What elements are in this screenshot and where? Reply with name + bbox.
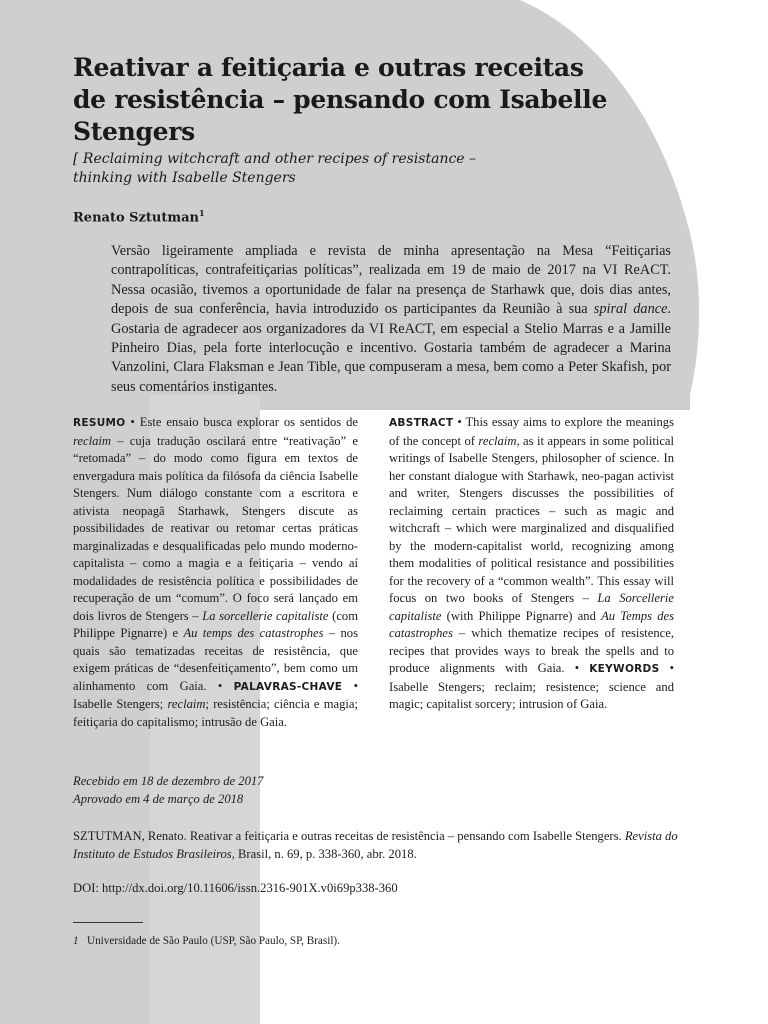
- keywords-text: ; resistência; ciência e magia; feitiçaria do capitalismo; intrusão de Gaia.: [73, 697, 358, 729]
- note-italic-term: spiral dance: [593, 301, 668, 318]
- abstract-book-title: La Sorcellerie capitaliste: [389, 591, 674, 623]
- author-footnote-marker: 1: [199, 208, 205, 218]
- abstract-block: [389, 414, 674, 714]
- footnote-text: Universidade de São Paulo (USP, São Paulo, SP, Brasil).: [87, 935, 340, 947]
- acknowledgement-note: [111, 242, 671, 397]
- resumo-term: reclaim: [73, 433, 112, 448]
- abstract-text: , as it appears in some political writings of Isabelle Stengers, philosopher of science. In her constant dialogue with Starhawk, neo-pagan activist and writer, Stengers discusses the possibilities of reclaiming certain practices – such as magic and witchcraft – which were marginalized and disqualified by the modern-capitalist world, recognizing among them modalities of political resistance and possibilities for the recovery of a “common wealth”. This essay will focus on two books of Stengers –: [389, 433, 675, 605]
- abstract-book-title: Au Temps des catastrophes: [389, 608, 674, 640]
- doi-link[interactable]: DOI: http://dx.doi.org/10.11606/issn.2316-901X.v0i69p338-360: [73, 881, 398, 895]
- resumo-book-title: La sorcellerie capitaliste: [202, 608, 329, 623]
- palavras-chave-label: PALAVRAS-CHAVE: [233, 680, 343, 693]
- abstract-text: (with Philippe Pignarre) and: [441, 608, 602, 623]
- resumo-block: [73, 414, 358, 731]
- footnote-divider: [73, 922, 143, 923]
- resumo-label: RESUMO: [73, 417, 126, 429]
- resumo-text: Este ensaio busca explorar os sentidos de: [139, 415, 358, 429]
- abstract-text: – which thematize recipes of resistence, recipes that provides ways to break the spells and to produce alignments with Gaia.: [389, 626, 674, 675]
- article-title: Reativar a feitiçaria e outras receitas de resistência – pensando com Isabelle Stengers: [73, 53, 608, 146]
- resumo-text: – cuja tradução oscilará entre “reativação” e “retomada” – do modo como figura em textos de envergadura mais política da filósofa da ciência Isabelle Stengers. Num diálogo constante com a escritora e ativista neopagã Starhawk, Stengers discute as possibilidades de reativar ou retomar certas práticas marginalizadas e desqualificadas pelo mundo moderno-capitalista – como a magia e a feitiçaria – vendo aí modalidades de resistência política e possibilidades de recuperação de um “comum”. O foco será lançado em dois livros de Stengers –: [73, 433, 358, 623]
- citation-text: , Brasil, n. 69, p. 338-360, abr. 2018.: [231, 846, 417, 861]
- separator: •: [659, 661, 674, 675]
- author-line: [73, 208, 205, 225]
- separator: •: [206, 678, 234, 693]
- citation: [73, 828, 678, 863]
- separator: •: [342, 678, 358, 693]
- abstract-term: reclaim: [478, 433, 517, 448]
- separator: •: [453, 415, 466, 429]
- footnote-number: 1: [73, 935, 79, 947]
- received-date: Recebido em 18 de dezembro de 2017: [73, 774, 264, 788]
- note-text: Versão ligeiramente ampliada e revista de minha apresentação na Mesa “Feitiçarias contrapolíticas, contrafeitiçarias políticas”, realizada em 19 de maio de 2017 na VI ReACT. Nessa ocasião, tivemos a oportunidade de falar na presença de Starhawk que, dois dias antes, depois de sua conferência, havia introduzido os participantes da Reunião à sua: [111, 243, 671, 318]
- citation-text: SZTUTMAN, Renato. Reativar a feitiçaria e outras receitas de resistência – pensando com Isabelle Stengers.: [73, 829, 625, 843]
- author-name: Renato Sztutman: [73, 210, 200, 226]
- resumo-book-title: Au temps des catastrophes: [183, 626, 324, 640]
- separator: •: [564, 661, 590, 675]
- abstract-label: ABSTRACT: [389, 417, 454, 429]
- keywords-text: Isabelle Stengers;: [73, 697, 168, 711]
- keywords-term: reclaim: [167, 697, 206, 711]
- article-subtitle-english: [ Reclaiming witchcraft and other recipes of resistance – thinking with Isabelle Stengers: [73, 151, 477, 186]
- submission-dates: [73, 772, 263, 808]
- citation-journal: Revista do Instituto de Estudos Brasileiros: [73, 829, 678, 861]
- separator: •: [125, 415, 140, 429]
- keywords-label: KEYWORDS: [589, 663, 660, 675]
- approved-date: Aprovado em 4 de março de 2018: [73, 792, 244, 806]
- resumo-text: – nos quais são tematizadas receitas de resistência, que exigem práticas de “desenfeitiçamento”, bem como um alinhamento com Gaia.: [73, 626, 358, 693]
- footnote: [73, 934, 340, 949]
- note-text-cont: . Gostaria de agradecer aos organizadores da VI ReACT, em especial a Stelio Marras e a Jamille Pinheiro Dias, pela forte interlocução e incentivo. Gostaria também de agradecer a Marina Vanzolini, Clara Flaksman e Jean Tible, que compuseram a mesa, bem como a Peter Skafish, por seus comentários instigantes.: [111, 301, 671, 395]
- abstract-text: This essay aims to explore the meanings of the concept of: [389, 415, 674, 448]
- keywords-text: Isabelle Stengers; reclaim; resistence; science and magic; capitalist sorcery; intrusion of Gaia.: [389, 679, 674, 711]
- resumo-text: (com Philippe Pignarre) e: [73, 608, 358, 640]
